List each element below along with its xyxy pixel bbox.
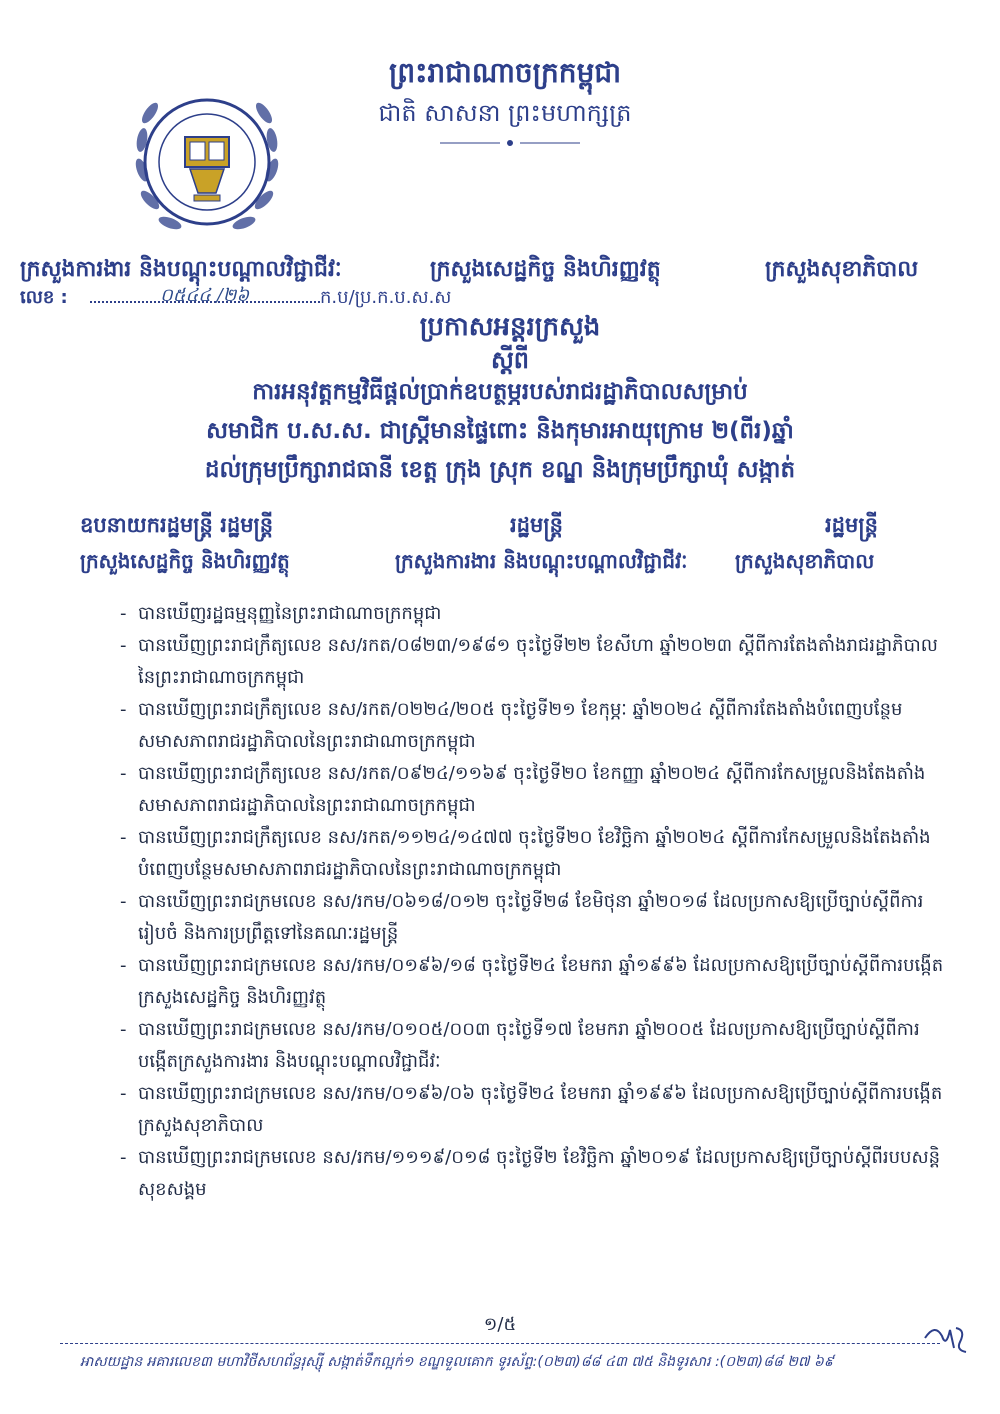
list-item: - បានឃើញព្រះរាជក្រមលេខ នស/រកម/០១៩៦/១៨ ចុះថ្ងៃទី២៤ ខែមករា ឆ្នាំ១៩៩៦ ដែលប្រកាសឱ្យប្រើច្បាប់ស្តីពីការបង្កើតក្រសួងសេដ្ឋកិច្ច និងហិរញ្ញវត្ថុ	[120, 955, 944, 1008]
list-item: - បានឃើញព្រះរាជក្រមលេខ នស/រកម/០១៩៦/០៦ ចុះថ្ងៃទី២៤ ខែមករា ឆ្នាំ១៩៩៦ ដែលប្រកាសឱ្យប្រើច្បាប់ស្តីពីការបង្កើតក្រសួងសុខាភិបាល	[120, 1083, 943, 1136]
signatory-title: រដ្ឋមន្ត្រី	[510, 513, 563, 537]
signatory-ministry: ក្រសួងសុខាភិបាល	[735, 549, 875, 573]
signatory-title: ឧបនាយករដ្ឋមន្ត្រី រដ្ឋមន្ត្រី	[80, 513, 274, 537]
title-line: សមាជិក ប.ស.ស. ជាស្ត្រីមានផ្ទៃពោះ និងកុមារអាយុក្រោម ២(ពីរ)ឆ្នាំ	[206, 418, 794, 444]
list-item: - បានឃើញរដ្ឋធម្មនុញ្ញនៃព្រះរាជាណាចក្រកម្ពុជា	[120, 603, 442, 624]
about-label: ស្តីពី	[490, 346, 530, 374]
list-item: - បានឃើញព្រះរាជក្រមលេខ នស/រកម/០៦១៨/០១២ ចុះថ្ងៃទី២៨ ខែមិថុនា ឆ្នាំ២០១៨ ដែលប្រកាសឱ្យប្រើច្បាប់ស្តីពីការរៀបចំ និងការប្រព្រឹត្តទៅនៃគណៈរដ្ឋមន្ត្រី	[120, 891, 924, 944]
signatory-headings	[80, 512, 940, 582]
signatory-ministry: ក្រសួងសេដ្ឋកិច្ច និងហិរញ្ញវត្ថុ	[80, 549, 290, 573]
national-motto: ជាតិ សាសនា ព្រះមហាក្សត្រ	[378, 99, 632, 127]
signatory-ministry: ក្រសួងការងារ និងបណ្តុះបណ្តាលវិជ្ជាជីវៈ	[395, 549, 688, 573]
reference-number: ០៥៤៤ /២៦	[160, 285, 250, 306]
signatory-title: រដ្ឋមន្ត្រី	[825, 513, 878, 537]
ministry-labour: ក្រសួងការងារ និងបណ្តុះបណ្តាលវិជ្ជាជីវៈ	[20, 257, 342, 282]
list-item: - បានឃើញព្រះរាជក្រឹត្យលេខ នស/រកត/០២២៤/២០៥ ចុះថ្ងៃទី២១ ខែកុម្ភៈ ឆ្នាំ២០២៤ ស្តីពីការតែងតាំងបំពេញបន្ថែមសមាសភាពរាជរដ្ឋាភិបាលនៃព្រះរាជាណាចក្រកម្ពុជា	[120, 699, 903, 752]
list-item: - បានឃើញព្រះរាជក្រឹត្យលេខ នស/រកត/១១២៤/១៤៧៧ ចុះថ្ងៃទី២០ ខែវិច្ឆិកា ឆ្នាំ២០២៤ ស្តីពីការកែសម្រួលនិងតែងតាំងបំពេញបន្ថែមសមាសភាពរាជរដ្ឋាភិបាលនៃព្រះរាជាណាចក្រកម្ពុជា	[120, 827, 931, 880]
ministry-health: ក្រសួងសុខាភិបាល	[765, 257, 919, 282]
ornament-divider	[440, 138, 580, 148]
reference-suffix: ក.ប/ប្រ.ក.ប.ស.ស	[320, 287, 452, 308]
page-number: ១/៥	[483, 1314, 517, 1335]
list-item: - បានឃើញព្រះរាជក្រឹត្យលេខ នស/រកត/០៩២៤/១១៦៩ ចុះថ្ងៃទី២០ ខែកញ្ញា ឆ្នាំ២០២៤ ស្តីពីការកែសម្រួលនិងតែងតាំងសមាសភាពរាជរដ្ឋាភិបាលនៃព្រះរាជាណាចក្រកម្ពុជា	[120, 763, 926, 816]
list-item: - បានឃើញព្រះរាជក្រមលេខ នស/រកម/០១០៥/០០៣ ចុះថ្ងៃទី១៧ ខែមករា ឆ្នាំ២០០៥ ដែលប្រកាសឱ្យប្រើច្បាប់ស្តីពីការបង្កើតក្រសួងការងារ និងបណ្តុះបណ្តាលវិជ្ជាជីវៈ	[120, 1019, 920, 1072]
title-line: ដល់ក្រុមប្រឹក្សារាជធានី ខេត្ត ក្រុង ស្រុក ខណ្ឌ និងក្រុមប្រឹក្សាឃុំ សង្កាត់	[204, 457, 796, 483]
document-type: ប្រកាសអន្តរក្រសួង	[419, 312, 601, 342]
title-line: ការអនុវត្តកម្មវិធីផ្តល់ប្រាក់ឧបត្ថម្ភរបស់រាជរដ្ឋាភិបាលសម្រាប់	[252, 379, 748, 405]
footer-address: អាសយដ្ឋាន អគារលេខ៣ មហាវិថីសហព័ន្ធរុស្ស៊ី សង្កាត់ទឹកល្អក់១ ខណ្ឌទួលគោក ទូរស័ព្ទ:(០២៣)៨៨ ៤៣ ៧៥ និងទូរសារ :(០២៣)៨៨ ២៧ ៦៩	[80, 1354, 834, 1370]
list-item: - បានឃើញព្រះរាជក្រមលេខ នស/រកម/១១១៩/០១៨ ចុះថ្ងៃទី២ ខែវិច្ឆិកា ឆ្នាំ២០១៩ ដែលប្រកាសឱ្យប្រើច្បាប់ស្តីពីរបបសន្តិសុខសង្គម	[120, 1147, 941, 1200]
list-item: - បានឃើញព្រះរាជក្រឹត្យលេខ នស/រកត/០៨២៣/១៩៨១ ចុះថ្ងៃទី២២ ខែសីហា ឆ្នាំ២០២៣ ស្តីពីការតែងតាំងរាជរដ្ឋាភិបាលនៃព្រះរាជាណាចក្រកម្ពុជា	[120, 635, 938, 688]
handwritten-initial-mark	[920, 1318, 970, 1358]
ministry-seal-logo	[120, 75, 295, 250]
footer-divider	[60, 1343, 940, 1344]
kingdom-heading: ព្រះរាជាណាចក្រកម្ពុជា	[388, 56, 621, 89]
reference-label: លេខ :	[20, 287, 68, 308]
ministry-economy: ក្រសួងសេដ្ឋកិច្ច និងហិរញ្ញវត្ថុ	[430, 257, 661, 282]
legal-basis-list	[120, 598, 950, 1206]
